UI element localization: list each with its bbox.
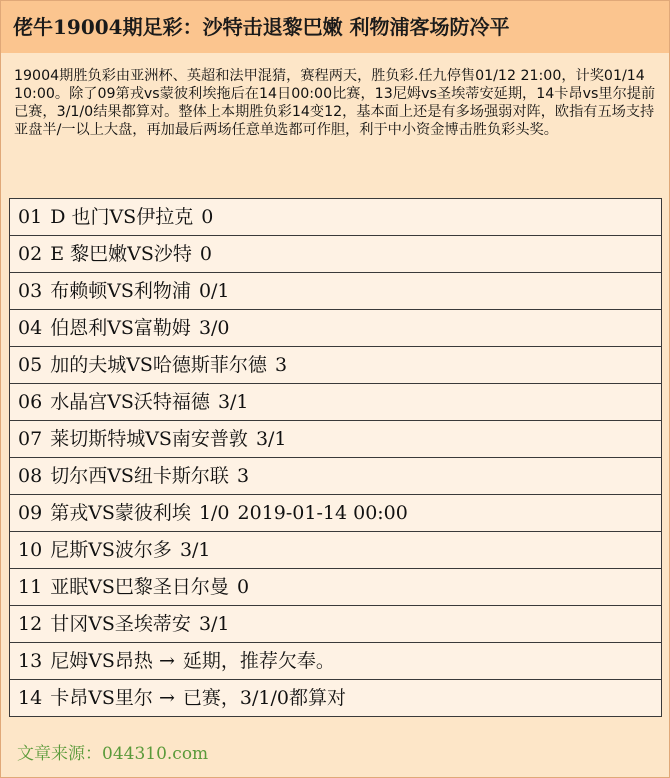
match-pick: 3/0 xyxy=(198,317,230,339)
match-row xyxy=(9,532,662,569)
match-teams: 甘冈VS圣埃蒂安 xyxy=(50,613,191,635)
match-no: 11 xyxy=(18,576,43,598)
match-row xyxy=(9,273,662,310)
match-pick: 0 xyxy=(236,576,250,598)
match-row xyxy=(9,643,662,680)
match-teams: 布赖顿VS利物浦 xyxy=(50,280,191,302)
match-no: 03 xyxy=(18,280,43,302)
match-no: 09 xyxy=(18,502,43,524)
match-row xyxy=(9,347,662,384)
page-title: 佬牛19004期足彩：沙特击退黎巴嫩 利物浦客场防冷平 xyxy=(13,15,510,39)
match-row xyxy=(9,680,662,717)
match-pick: 3/1 xyxy=(255,428,287,450)
match-teams: 第戎VS蒙彼利埃 xyxy=(50,502,191,524)
match-no: 04 xyxy=(18,317,43,339)
match-teams: 加的夫城VS哈德斯菲尔德 xyxy=(50,354,267,376)
match-teams: 卡昂VS里尔 → xyxy=(50,687,175,709)
match-teams: 莱切斯特城VS南安普敦 xyxy=(50,428,248,450)
match-pick: 3 xyxy=(236,465,250,487)
match-row xyxy=(9,569,662,606)
match-teams: 亚眠VS巴黎圣日尔曼 xyxy=(50,576,229,598)
match-pick: 0 xyxy=(201,206,214,228)
match-no: 07 xyxy=(18,428,43,450)
match-no: 10 xyxy=(18,539,43,561)
match-pick: 延期，推荐欠奉。 xyxy=(182,650,335,672)
match-no: 01 xyxy=(18,206,43,228)
match-pick: 已赛，3/1/0都算对 xyxy=(182,687,346,709)
match-no: 14 xyxy=(18,687,43,709)
match-row xyxy=(9,236,662,273)
title-bar xyxy=(1,1,669,53)
match-row xyxy=(9,606,662,643)
match-pick: 3/1 xyxy=(198,613,230,635)
match-no: 13 xyxy=(18,650,43,672)
match-no: 06 xyxy=(18,391,43,413)
match-row xyxy=(9,458,662,495)
source-link[interactable]: 文章来源：044310.com xyxy=(17,744,209,764)
match-row xyxy=(9,310,662,347)
match-teams: 尼斯VS波尔多 xyxy=(50,539,172,561)
match-extra: 2019-01-14 00:00 xyxy=(237,502,408,524)
match-pick: 3/1 xyxy=(217,391,249,413)
match-table xyxy=(9,198,662,717)
match-row xyxy=(9,199,662,236)
match-teams: 水晶宫VS沃特福德 xyxy=(50,391,210,413)
match-no: 12 xyxy=(18,613,43,635)
match-teams: E 黎巴嫩VS沙特 xyxy=(50,243,192,265)
match-teams: 切尔西VS纽卡斯尔联 xyxy=(50,465,229,487)
match-teams: 伯恩利VS富勒姆 xyxy=(50,317,191,339)
match-pick: 0 xyxy=(199,243,212,265)
match-no: 02 xyxy=(18,243,43,265)
match-row xyxy=(9,495,662,532)
match-pick: 3/1 xyxy=(179,539,211,561)
match-no: 05 xyxy=(18,354,43,376)
match-teams: D 也门VS伊拉克 xyxy=(50,206,194,228)
match-row xyxy=(9,421,662,458)
match-pick: 1/0 xyxy=(198,502,230,524)
match-teams: 尼姆VS昂热 → xyxy=(50,650,175,672)
match-row xyxy=(9,384,662,421)
match-pick: 3 xyxy=(274,354,288,376)
match-pick: 0/1 xyxy=(198,280,230,302)
intro-paragraph: 19004期胜负彩由亚洲杯、英超和法甲混猜，赛程两天，胜负彩.任九停售01/12 21:00，计奖01/14 10:00。除了09第戎vs蒙彼利埃拖后在14日00:00比赛，13尼姆vs圣埃蒂安延期，14卡昂vs里尔提前已赛，3/1/0结果都算对。整体上本期胜负彩14变12，基本面上还是有多场强弱对阵，欧指有五场支持亚盘半/一以上大盘，再加最后两场任意单选都可作胆，利于中小资金博击胜负彩头奖。 xyxy=(14,68,656,138)
match-no: 08 xyxy=(18,465,43,487)
